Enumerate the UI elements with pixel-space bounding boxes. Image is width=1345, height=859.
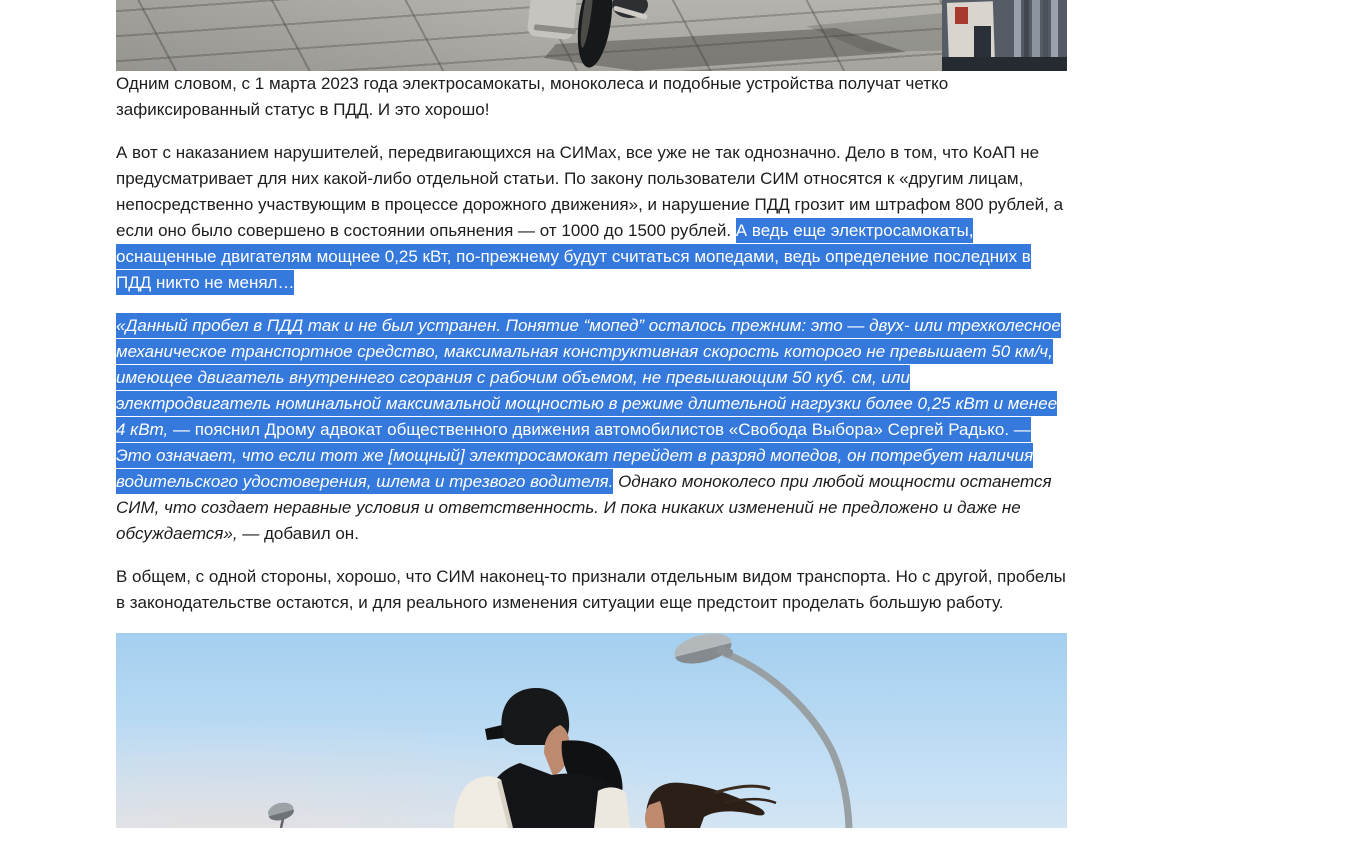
rider-shoe: [612, 0, 648, 20]
text-segment: А вот с наказанием нарушителей, передвигающихся на СИМах, все уже не так однозначно. Дело в том, что КоАП не предусматривает для них какой-либо отдельной статьи. По закону пользователи СИМ относятся к «другим лицам, непосредственно участвующим в процессе дорожного движения», и нарушение ПДД грозит им штрафом 800 рублей, а если оно было совершено в состоянии опьянения — от 1000 до 1500 рублей.: [116, 143, 1064, 240]
selected-text: «Данный пробел в ПДД так и не был устранен. Понятие “мопед” осталось прежним: это — двух- или трехколесное механическое транспортное средство, максимальная конструктивная скорость которого не превышает 50 км/ч, имеющее двигатель внутреннего сгорания с рабочим объемом, не превышающим 50 куб. см, или электродвигатель номинальной максимальной мощностью в режиме длительной нагрузки более 0,25 кВт и менее 4 кВт,: [116, 313, 1061, 442]
article-body: [116, 71, 1067, 616]
selected-text: А ведь еще электросамокаты, оснащенные двигателям мощнее 0,25 кВт, по-прежнему будут считаться мопедами, ведь определение последних в ПДД никто не менял…: [116, 218, 1031, 295]
article-image-scooter-pavement: [116, 0, 1067, 71]
article-page: [116, 0, 1067, 828]
article-paragraph: [116, 140, 1067, 296]
text-segment: — добавил он.: [237, 524, 359, 543]
article-paragraph: [116, 564, 1067, 616]
article-image-people-sky: [116, 633, 1067, 828]
text-segment: В общем, с одной стороны, хорошо, что СИМ наконец-то признали отдельным видом транспорта. Но с другой, пробелы в законодательстве остаются, и для реального изменения ситуации еще предстоит проделать большую работу.: [116, 567, 1066, 612]
text-segment: Одним словом, с 1 марта 2023 года электросамокаты, моноколеса и подобные устройства получат четко зафиксированный статус в ПДД. И это хорошо!: [116, 74, 949, 119]
article-paragraph: [116, 71, 1067, 123]
people-sky-photo-art: [116, 633, 1067, 828]
selected-text: Это означает, что если тот же [мощный] электросамокат перейдет в разряд мопедов, он потребует наличия водительского удостоверения, шлема и трезвого водителя.: [116, 443, 1033, 494]
selected-text: — пояснил Дрому адвокат общественного движения автомобилистов «Свобода Выбора» Сергей Радько. —: [168, 417, 1031, 442]
kiosk-structure: [942, 0, 1067, 71]
scooter-photo-art: [116, 0, 1067, 71]
text-segment: Однако моноколесо при любой мощности останется СИМ, что создает неравные условия и ответственность. И пока никаких изменений не предложено и даже не обсуждается»,: [116, 472, 1052, 543]
scooter-deck: [527, 0, 578, 40]
article-paragraph: [116, 313, 1067, 547]
